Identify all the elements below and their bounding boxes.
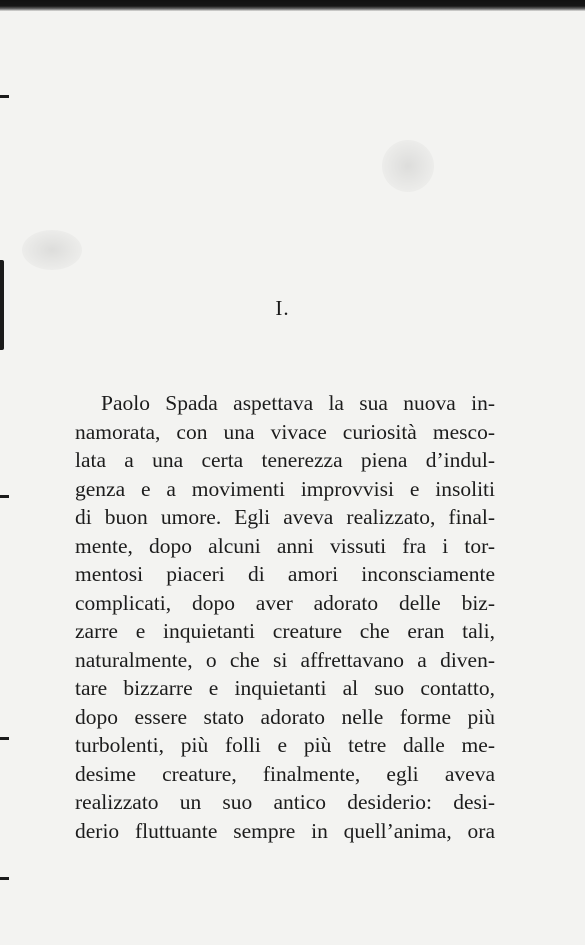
text-line: derio fluttuante sempre in quell’anima, ora [75,818,495,843]
text-line: naturalmente, o che si affrettavano a diven- [75,647,495,672]
text-line: turbolenti, più folli e più tetre dalle me- [75,733,495,757]
margin-mark [0,95,9,98]
text-line: complicati, dopo aver adorato delle biz- [75,590,495,615]
text-line: zarre e inquietanti creature che eran tali, [75,619,495,643]
paper-stain [382,140,434,192]
body-paragraph [75,389,495,845]
text-line: dopo essere stato adorato nelle forme più [75,704,495,729]
page-top-shadow [0,0,585,11]
margin-mark [0,877,9,880]
text-line: desime creature, finalmente, egli aveva [75,761,495,786]
margin-mark [0,737,9,740]
margin-mark [0,495,9,498]
chapter-heading: I. [275,296,290,320]
text-line: mente, dopo alcuni anni vissuti fra i tor- [75,533,495,558]
text-line: Paolo Spada aspettava la sua nuova in- [101,391,495,415]
text-line: tare bizzarre e inquietanti al suo contatto, [75,676,495,700]
text-line: lata a una certa tenerezza piena d’indul- [75,448,495,472]
text-line: di buon umore. Egli aveva realizzato, final- [75,505,495,529]
text-line: genza e a movimenti improvvisi e insoliti [75,476,495,501]
text-line: mentosi piaceri di amori inconsciamente [75,562,495,586]
paper-stain [22,230,82,270]
text-line: realizzato un suo antico desiderio: desi- [75,790,495,814]
text-line: namorata, con una vivace curiosità mesco- [75,419,495,444]
